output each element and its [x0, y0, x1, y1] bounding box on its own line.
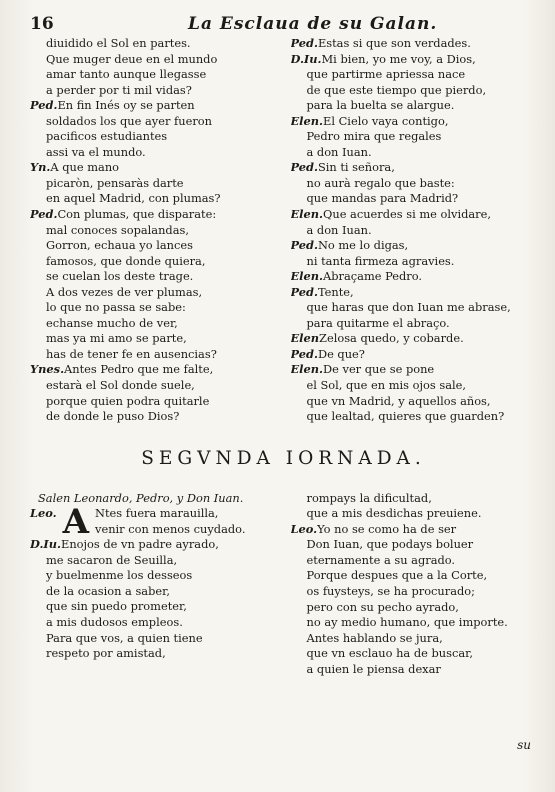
verse-line: [30, 83, 277, 99]
verse-text: Pedro mira que regales: [306, 129, 442, 144]
verse-text: Don Iuan, que podays boluer: [306, 537, 474, 552]
verse-line: [291, 394, 538, 410]
verse-text: me sacaron de Seuilla,: [46, 552, 178, 567]
verse-line: [30, 568, 277, 584]
verse-text: ni tanta firmeza agravies.: [306, 253, 455, 268]
verse-text: En fin Inés oy se parten: [57, 98, 195, 113]
verse-text: os fuysteys, se ha procurado;: [306, 583, 475, 598]
verse-line: [30, 362, 277, 378]
verse-line: [30, 285, 277, 301]
verse-line: [30, 631, 277, 647]
verse-text: Mi bien, yo me voy, a Dios,: [321, 51, 476, 66]
verse-text: pero con su pecho ayrado,: [306, 599, 459, 614]
verse-line: [291, 316, 538, 332]
verse-line: [291, 129, 538, 145]
verse-line: [30, 409, 277, 425]
verse-line: [30, 114, 277, 130]
verse-line: [30, 207, 277, 223]
verse-text: Abraçame Pedro.: [323, 269, 423, 284]
verse-text: has de tener fe en ausencias?: [46, 346, 217, 361]
verse-line: [30, 238, 277, 254]
verse-text: a don Iuan.: [306, 222, 372, 237]
verse-text: Yo no se como ha de ser: [317, 521, 457, 536]
verse-line: [30, 300, 277, 316]
verse-text: que haras que don Iuan me abrase,: [306, 300, 511, 315]
verse-text: No me lo digas,: [317, 238, 409, 253]
verse-line: [30, 378, 277, 394]
verse-text: mal conoces sopalandas,: [46, 222, 189, 237]
verse-text: a perder por ti mil vidas?: [46, 82, 192, 97]
catchword: su: [517, 738, 531, 752]
verse-line: [291, 254, 538, 270]
verse-line: [30, 584, 277, 600]
speaker-label: D.Iu.: [290, 51, 322, 66]
verse-text: Antes hablando se jura,: [306, 630, 443, 645]
verse-text: a quien le piensa dexar: [306, 661, 441, 676]
verse-text: picaròn, pensaràs darte: [46, 175, 184, 190]
verse-text: que vn esclauo ha de buscar,: [306, 646, 473, 661]
verse-line: [291, 223, 538, 239]
verse-line: [291, 362, 538, 378]
verse-line: [291, 160, 538, 176]
verse-text: Gorron, echaua yo lances: [46, 238, 193, 253]
verse-text: pacificos estudiantes: [46, 129, 168, 144]
speaker-label: Ped.: [290, 160, 318, 175]
speaker-label: Leo.: [30, 506, 57, 521]
verse-line: [291, 67, 538, 83]
upper-right-column: [291, 36, 538, 425]
drop-cap: A: [62, 502, 90, 543]
verse-line: [291, 409, 538, 425]
verse-text: se cuelan los deste trage.: [46, 269, 194, 284]
verse-text: eternamente a su agrado.: [306, 552, 456, 567]
verse-line: [30, 553, 277, 569]
lower-right-column: [291, 491, 538, 678]
verse-text: A dos vezes de ver plumas,: [46, 284, 203, 299]
speaker-label: Elen.: [290, 207, 324, 222]
verse-text: Zelosa quedo, y cobarde.: [319, 331, 464, 346]
verse-line: [291, 285, 538, 301]
verse-text: Porque despues que a la Corte,: [306, 568, 488, 583]
verse-text: en aquel Madrid, con plumas?: [46, 191, 221, 206]
speaker-label: Ped.: [290, 284, 318, 299]
running-title: La Esclaua de su Galan.: [188, 14, 438, 34]
verse-text: A que mano: [50, 160, 120, 175]
verse-line: [30, 331, 277, 347]
verse-line: [30, 394, 277, 410]
verse-line: Ntes fuera marauilla,: [95, 506, 219, 521]
jornada-title: SEGVNDA IORNADA.: [141, 447, 426, 469]
verse-text: de donde le puso Dios?: [46, 409, 180, 424]
verse-text: no ay medio humano, que importe.: [306, 615, 508, 630]
verse-line: [30, 98, 277, 114]
verse-line: [30, 646, 277, 662]
verse-line: [291, 191, 538, 207]
verse-line: [30, 191, 277, 207]
verse-text: para quitarme el abraço.: [306, 315, 450, 330]
verse-line: [291, 378, 538, 394]
verse-line: [30, 269, 277, 285]
stage-direction: Salen Leonardo, Pedro, y Don Iuan.: [38, 490, 244, 505]
verse-text: amar tanto aunque llegasse: [46, 67, 207, 82]
verse-text: diuidido el Sol en partes.: [46, 36, 191, 50]
verse-text: echanse mucho de ver,: [46, 315, 178, 330]
verse-line: [30, 36, 277, 52]
verse-line: [291, 600, 538, 616]
verse-line: [30, 615, 277, 631]
verse-text: Que muger deue en el mundo: [46, 51, 218, 66]
page-header: [30, 14, 537, 36]
verse-line: [291, 631, 538, 647]
verse-text: para la buelta se alargue.: [306, 98, 455, 113]
verse-line: [291, 176, 538, 192]
verse-line: [30, 52, 277, 68]
verse-line: [291, 522, 538, 538]
lower-columns: [30, 491, 537, 678]
verse-line: [291, 568, 538, 584]
verse-text: soldados los que ayer fueron: [46, 113, 212, 128]
verse-line: [291, 300, 538, 316]
verse-text: El Cielo vaya contigo,: [323, 113, 449, 128]
verse-text: Tente,: [317, 284, 354, 299]
upper-left-column: [30, 36, 277, 425]
verse-text: de la ocasion a saber,: [46, 583, 170, 598]
verse-line: [30, 223, 277, 239]
verse-line: [30, 254, 277, 270]
verse-text: Antes Pedro que me falte,: [64, 362, 214, 377]
verse-line: [30, 145, 277, 161]
verse-line: [291, 646, 538, 662]
verse-text: y buelmenme los desseos: [46, 568, 193, 583]
page-number: 16: [30, 14, 54, 34]
verse-text: assi va el mundo.: [46, 144, 146, 159]
verse-line: [291, 662, 538, 678]
verse-line: [30, 599, 277, 615]
speaker-label: Yn.: [30, 160, 51, 175]
verse-line: venir con menos cuydado.: [95, 521, 246, 536]
verse-text: estarà el Sol donde suele,: [46, 378, 195, 393]
verse-line: [291, 238, 538, 254]
verse-text: Estas si que son verdades.: [317, 36, 471, 50]
verse-line: [291, 114, 538, 130]
verse-text: mas ya mi amo se parte,: [46, 331, 187, 346]
verse-line: [30, 176, 277, 192]
verse-line: [30, 129, 277, 145]
verse-text: Que acuerdes si me olvidare,: [323, 207, 491, 222]
verse-line: [30, 160, 277, 176]
verse-text: que a mis desdichas preuiene.: [306, 506, 482, 521]
verse-text: lo que no passa se sabe:: [46, 300, 186, 315]
verse-line: [291, 207, 538, 223]
verse-line: [291, 537, 538, 553]
verse-line: [291, 36, 538, 52]
verse-line: [30, 67, 277, 83]
verse-line: [30, 316, 277, 332]
verse-text: de que este tiempo que pierdo,: [306, 82, 487, 97]
verse-text: porque quien podra quitarle: [46, 393, 210, 408]
verse-line: [291, 83, 538, 99]
verse-line: [291, 506, 538, 522]
verse-text: respeto por amistad,: [46, 646, 166, 661]
verse-text: a mis dudosos empleos.: [46, 614, 183, 629]
verse-line: [291, 347, 538, 363]
lower-left-lines: [30, 537, 277, 661]
verse-text: Para que vos, a quien tiene: [46, 630, 203, 645]
verse-text: De ver que se pone: [323, 362, 435, 377]
verse-line: [291, 584, 538, 600]
speaker-label: Elen.: [290, 269, 324, 284]
upper-columns: [30, 36, 537, 425]
speaker-label: Leo.: [290, 521, 318, 536]
verse-line: [291, 98, 538, 114]
verse-text: que partirme apriessa nace: [306, 67, 466, 82]
verse-line: [291, 553, 538, 569]
verse-text: a don Iuan.: [306, 144, 372, 159]
verse-line: [30, 347, 277, 363]
verse-text: De que?: [317, 346, 365, 361]
speaker-label: Elen: [290, 331, 320, 346]
speaker-label: D.Iu.: [30, 537, 62, 552]
speaker-label: Elen.: [290, 362, 324, 377]
speaker-label: Ped.: [290, 346, 318, 361]
verse-text: Sin ti señora,: [317, 160, 395, 175]
verse-text: Con plumas, que disparate:: [57, 207, 217, 222]
verse-line: [30, 537, 277, 553]
verse-text: no aurà regalo que baste:: [306, 175, 455, 190]
speaker-label: Ped.: [30, 207, 58, 222]
verse-line: [291, 269, 538, 285]
verse-text: que sin puedo prometer,: [46, 599, 187, 614]
verse-text: Enojos de vn padre ayrado,: [61, 537, 219, 552]
verse-text: el Sol, que en mis ojos sale,: [306, 378, 467, 393]
lower-left-column: [30, 491, 277, 678]
verse-text: que vn Madrid, y aquellos años,: [306, 393, 491, 408]
speaker-label: Ped.: [30, 98, 58, 113]
speaker-label: Ped.: [290, 238, 318, 253]
verse-line: [291, 145, 538, 161]
verse-line: [291, 331, 538, 347]
verse-text: que mandas para Madrid?: [306, 191, 459, 206]
verse-text: famosos, que donde quiera,: [46, 253, 206, 268]
verse-text: que lealtad, quieres que guarden?: [306, 409, 505, 424]
verse-line: [291, 615, 538, 631]
opening-verse: [30, 502, 277, 543]
verse-line: [291, 52, 538, 68]
verse-text: rompays la dificultad,: [306, 490, 432, 505]
verse-line: [291, 491, 538, 507]
speaker-label: Ynes.: [30, 362, 65, 377]
speaker-label: Elen.: [290, 113, 324, 128]
speaker-label: Ped.: [290, 36, 318, 50]
